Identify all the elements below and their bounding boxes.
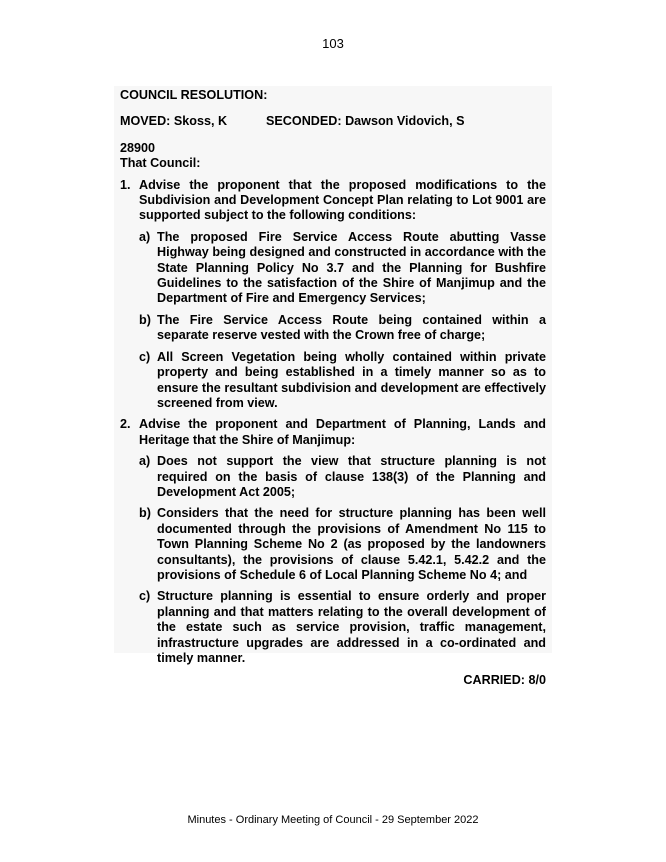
condition-item [139,230,546,307]
position-item [139,506,546,583]
condition-text: The Fire Service Access Route being contained within a separate reserve vested with the Crown free of charge; [157,312,546,343]
condition-marker: c) [139,349,151,364]
resolution-intro: That Council: [120,156,201,171]
moved-by: MOVED: Skoss, K [120,114,228,129]
item-marker: 1. [120,177,131,192]
position-item [139,589,546,666]
position-text: Structure planning is essential to ensure orderly and proper planning and that matters relating to the overall development of the estate such as service provision, traffic management, infrastructure upgrades are addressed in a co-ordinated and timely manner. [157,589,546,665]
resolution-item [120,178,546,224]
condition-item [139,350,546,412]
position-text: Considers that the need for structure planning has been well documented through the provisions of Amendment No 115 to Town Planning Scheme No 2 (as proposed by the landowners consultants), the provisions of clause 5.42.1, 5.42.2 and the provisions of Schedule 6 of Local Planning Scheme No 4; and [157,506,546,582]
resolution-number: 28900 [120,140,156,155]
carried-result: CARRIED: 8/0 [463,673,546,688]
council-resolution [120,88,546,689]
position-marker: b) [139,506,151,521]
resolution-heading: COUNCIL RESOLUTION: [120,88,268,102]
condition-item [139,313,546,344]
position-marker: a) [139,454,151,469]
position-list [139,454,546,666]
position-text: Does not support the view that structure planning is not required on the basis of clause 138(3) of the Planning and Development Act 2005; [157,454,546,499]
page-footer: Minutes - Ordinary Meeting of Council - 29 September 2022 [187,814,479,826]
condition-text: The proposed Fire Service Access Route abutting Vasse Highway being designed and constructed in accordance with the State Planning Policy No 3.7 and the Planning for Bushfire Guidelines to the satisfaction of the Shire of Manjimup and the Department of Fire and Emergency Services; [157,229,546,306]
condition-text: All Screen Vegetation being wholly contained within private property and being established in a timely manner so as to ensure the resultant subdivision and development are effectively screened from view. [157,349,546,410]
page-number: 103 [322,36,344,51]
condition-marker: b) [139,312,151,327]
item-text: Advise the proponent and Department of Planning, Lands and Heritage that the Shire of Manjimup: [139,417,546,447]
condition-marker: a) [139,229,151,244]
item-text: Advise the proponent that the proposed modifications to the Subdivision and Development Concept Plan relating to Lot 9001 are supported subject to the following conditions: [139,177,546,223]
resolution-item [120,417,546,448]
position-marker: c) [139,589,151,604]
item-marker: 2. [120,417,131,432]
condition-list [139,230,546,411]
position-item [139,454,546,500]
moved-seconded-line [120,114,546,129]
seconded-by: SECONDED: Dawson Vidovich, S [266,114,465,129]
